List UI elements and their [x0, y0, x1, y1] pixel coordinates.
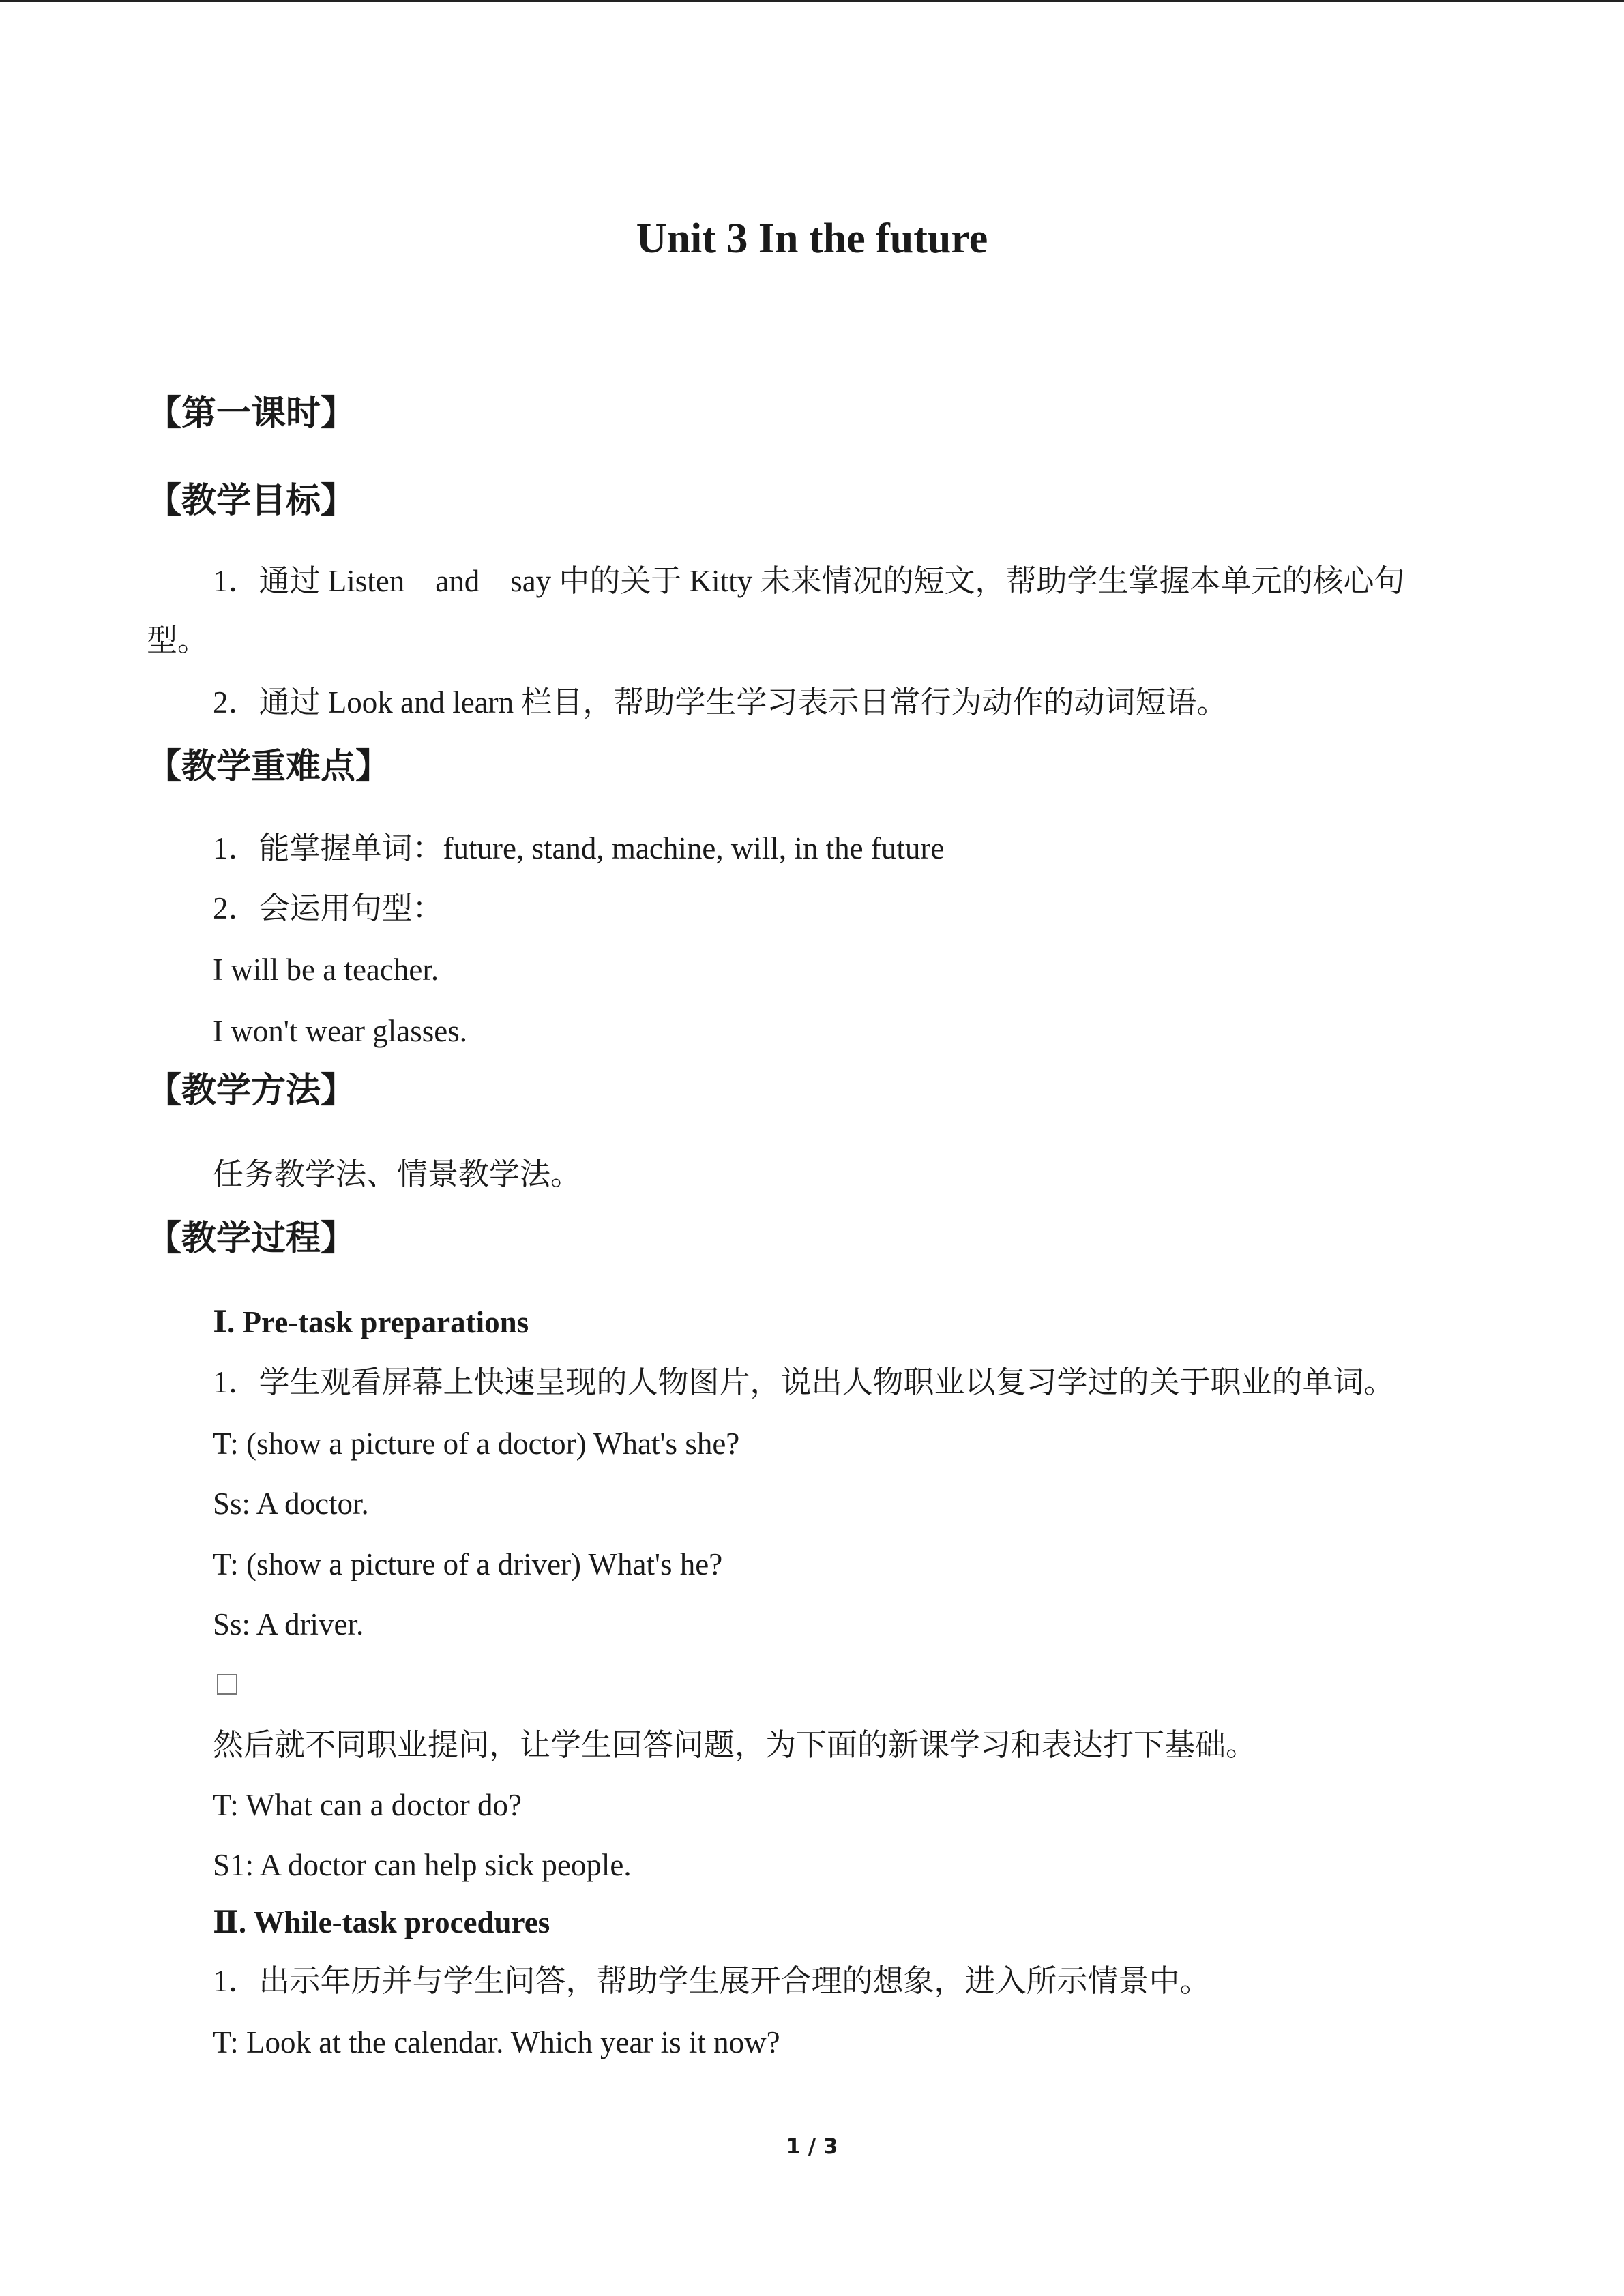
objective-item-2: 2．通过 Look and learn 栏目，帮助学生学习表示日常行为动作的动词短语。	[213, 685, 1228, 719]
key-points-heading: 【教学重难点】	[147, 747, 391, 787]
dialogue-line: T: Look at the calendar. Which year is it now?	[213, 2025, 780, 2059]
while-task-title: Ⅱ. While-task procedures	[213, 1905, 550, 1939]
methods-text: 任务教学法、情景教学法。	[213, 1157, 582, 1191]
lesson-heading: 【第一课时】	[147, 393, 356, 434]
document-title: Unit 3 In the future	[636, 215, 988, 262]
dialogue-line: T: What can a doctor do?	[213, 1788, 522, 1822]
dialogue-line: T: (show a picture of a driver) What's he?	[213, 1547, 723, 1581]
process-heading: 【教学过程】	[147, 1219, 356, 1259]
objective-item-1-cont: 型。	[147, 623, 209, 657]
pre-task-step-2: 然后就不同职业提问，让学生回答问题，为下面的新课学习和表达打下基础。	[213, 1728, 1257, 1762]
checkbox-icon	[217, 1674, 237, 1695]
key-point-item-1: 1．能掌握单词：future, stand, machine, will, in the future	[213, 831, 945, 865]
page-number: 1 / 3	[786, 2134, 838, 2159]
while-task-step-1: 1．出示年历并与学生问答，帮助学生展开合理的想象，进入所示情景中。	[213, 1964, 1211, 1998]
pre-task-step-1: 1．学生观看屏幕上快速呈现的人物图片，说出人物职业以复习学过的关于职业的单词。	[213, 1365, 1395, 1399]
objectives-heading: 【教学目标】	[147, 481, 356, 521]
dialogue-line: T: (show a picture of a doctor) What's she?	[213, 1427, 740, 1461]
objective-item-1: 1．通过 Listen and say 中的关于 Kitty 未来情况的短文，帮助学生掌握本单元的核心句	[213, 564, 1405, 598]
dialogue-line: Ss: A doctor.	[213, 1487, 369, 1521]
dialogue-line: Ss: A driver.	[213, 1607, 364, 1641]
dialogue-line: S1: A doctor can help sick people.	[213, 1848, 632, 1882]
key-point-item-2: 2．会运用句型：	[213, 891, 443, 925]
pre-task-title: Ⅰ. Pre-task preparations	[213, 1305, 529, 1339]
sentence-pattern-2: I won't wear glasses.	[213, 1014, 468, 1048]
methods-heading: 【教学方法】	[147, 1071, 356, 1111]
sentence-pattern-1: I will be a teacher.	[213, 953, 439, 987]
